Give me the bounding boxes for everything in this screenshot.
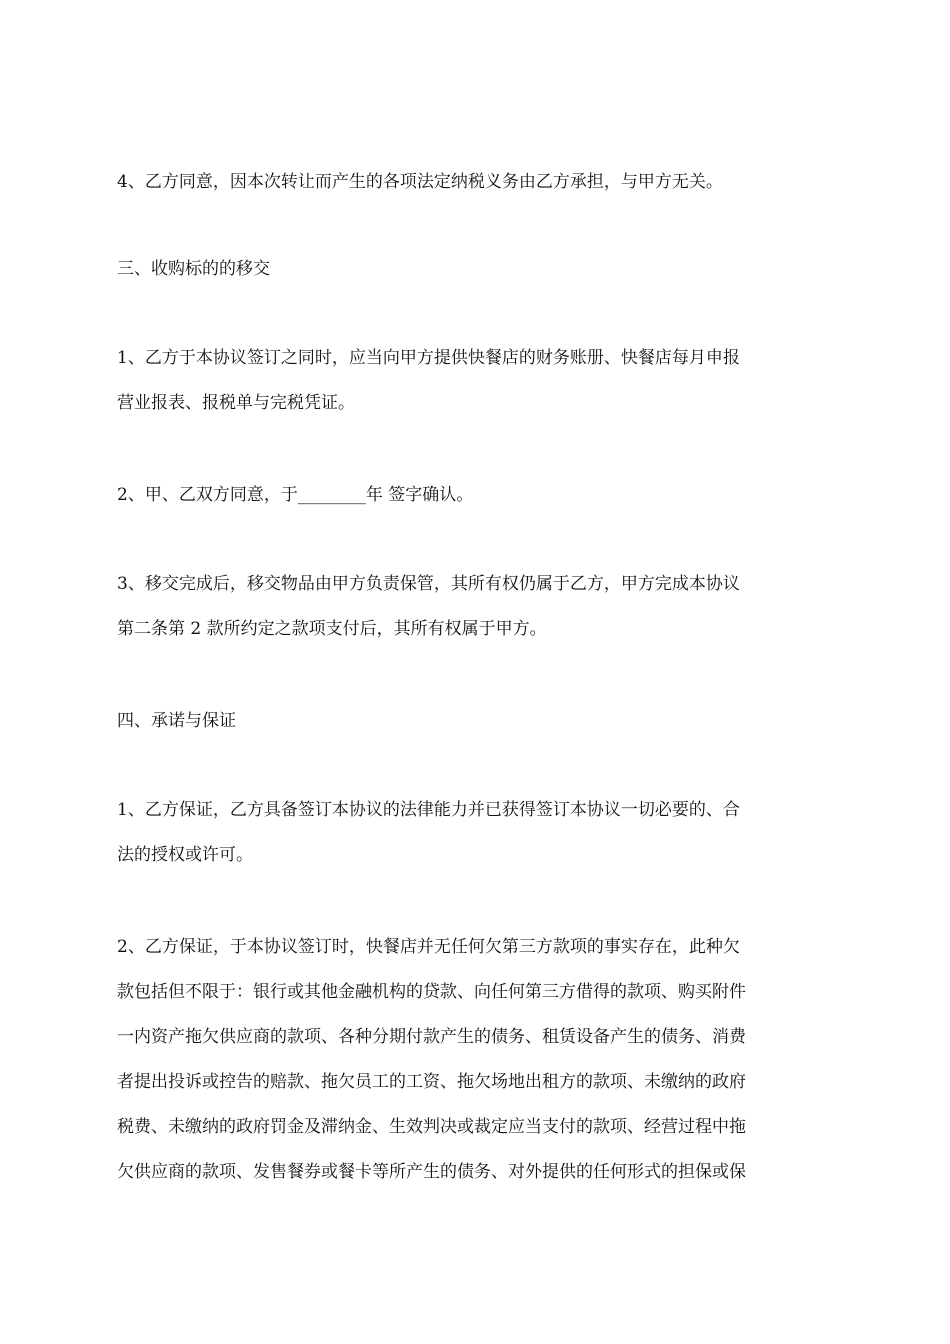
text-line: 4、乙方同意，因本次转让而产生的各项法定纳税义务由乙方承担，与甲方无关。 [117,172,723,192]
text-line: 欠供应商的款项、发售餐券或餐卡等所产生的债务、对外提供的任何形式的担保或保 [117,1162,746,1182]
clause-legal-capacity [117,788,837,878]
text-line: 1、乙方于本协议签订之同时，应当向甲方提供快餐店的财务账册、快餐店每月申报 [117,348,740,368]
section-heading-handover [117,247,837,292]
text-line: 3、移交完成后，移交物品由甲方负责保管，其所有权仍属于乙方，甲方完成本协议 [117,574,740,594]
text-line: 1、乙方保证，乙方具备签订本协议的法律能力并已获得签订本协议一切必要的、合 [117,800,740,820]
text-line: 2、乙方保证，于本协议签订时，快餐店并无任何欠第三方款项的事实存在，此种欠 [117,937,740,957]
clause-tax-obligation [117,160,837,205]
text-line: 一内资产拖欠供应商的款项、各种分期付款产生的债务、租赁设备产生的债务、消费 [117,1027,746,1047]
text-line: 第二条第 2 款所约定之款项支付后，其所有权属于甲方。 [117,619,547,639]
clause-no-debts [117,925,837,1195]
text-line: 三、收购标的的移交 [117,259,270,279]
text-line: 四、承诺与保证 [117,711,236,731]
text-line: 者提出投诉或控告的赔款、拖欠员工的工资、拖欠场地出租方的款项、未缴纳的政府 [117,1072,746,1092]
clause-custody-ownership [117,562,837,652]
text-line: 2、甲、乙双方同意，于________年 签字确认。 [117,485,474,505]
text-line: 税费、未缴纳的政府罚金及滞纳金、生效判决或裁定应当支付的款项、经营过程中拖 [117,1117,746,1137]
clause-financial-records [117,336,837,426]
text-line: 款包括但不限于：银行或其他金融机构的贷款、向任何第三方借得的款项、购买附件 [117,982,746,1002]
section-heading-warranties [117,699,837,744]
text-line: 营业报表、报税单与完税凭证。 [117,393,355,413]
text-line: 法的授权或许可。 [117,845,253,865]
clause-signing-date [117,473,837,518]
